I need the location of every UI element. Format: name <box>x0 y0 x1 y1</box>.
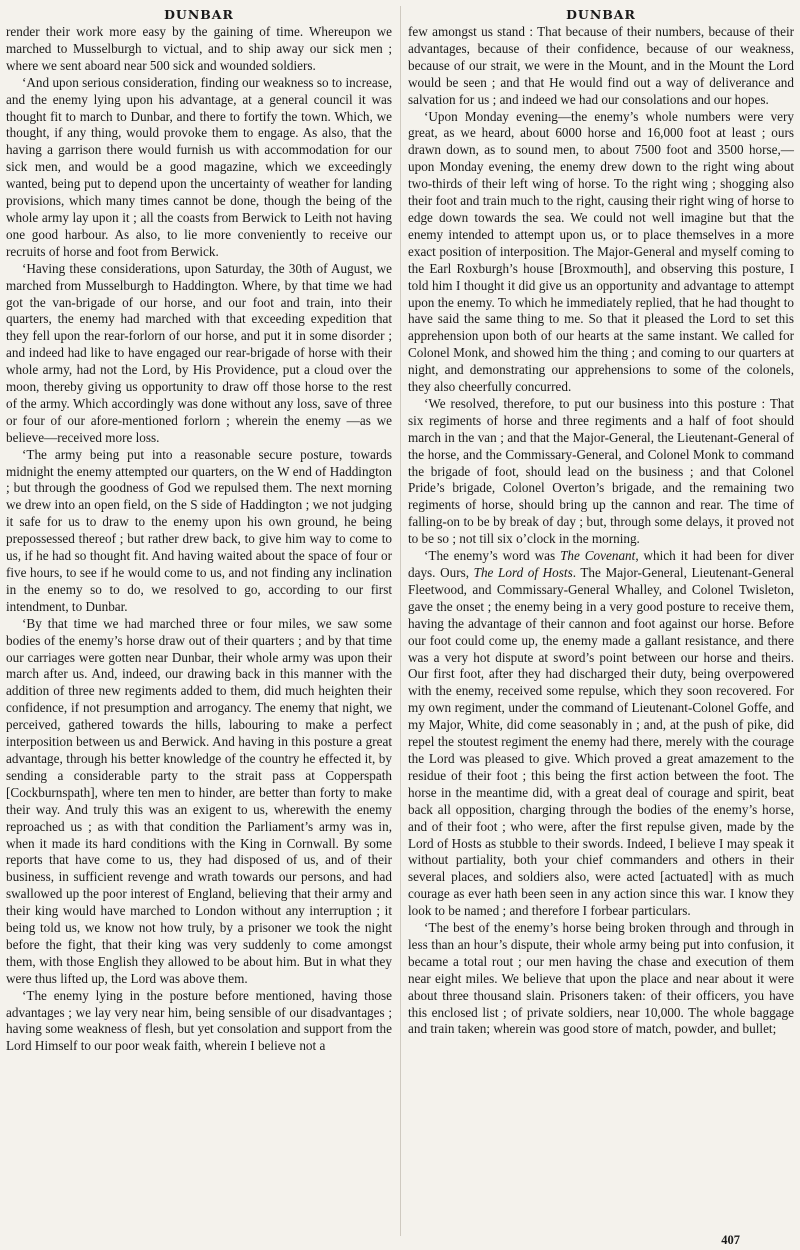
paragraph: ‘Upon Monday evening—the enemy’s whole numbers were very great, as we heard, about 6000 horse and 16,000 foot at least ; ours drawn down, as to sound men, to about 7500 foot and 3500 horse,—upon Monday evening, the enemy drew down to the right wing about two-thirds of their left wing of horse. To the right wing ; shogging also their foot and train much to the right, causing their right wing of horse to edge down towards the sea. We could not well imagine but that the enemy intended to attempt upon us, or to place themselves in a more exact position of interposition. The Major-General and myself coming to the Earl Roxburgh’s house [Broxmouth], and observing this posture, I told him I thought it did give us an opportunity and advantage to attempt upon the enemy. To which he immediately replied, that he had thought to have said the same thing to me. So that it pleased the Lord to set this apprehension upon both of our hearts at the same instant. We called for Colonel Monk, and showed him the thing ; and coming to our quarters at night, and demonstrating our apprehensions to some of the colonels, they also cheerfully concurred. <box>408 108 794 395</box>
paragraph: few amongst us stand : That because of their numbers, because of their advantages, because of their confidence, because of our weakness, because of our strait, we were in the Mount, and in the Mount the Lord would be seen ; and that He would find out a way of deliverance and salvation for us ; and indeed we had our consolations and our hopes. <box>408 24 794 107</box>
right-column <box>408 6 794 1038</box>
paragraph: render their work more easy by the gaining of time. Whereupon we marched to Musselburgh to victual, and to ship away our sick men ; where we sent aboard near 500 sick and wounded soldiers. <box>6 24 392 73</box>
left-column <box>6 6 392 1055</box>
watchword: The Lord of Hosts <box>473 565 573 580</box>
paragraph: ‘The best of the enemy’s horse being broken through and through in less than an hour’s dispute, their whole army being put into confusion, it became a total rout ; our men having the chase and execution of them near eight miles. We believe that upon the place and near about it were about three thousand slain. Prisoners taken: of their officers, you have this enclosed list ; of private soldiers, near 10,000. The whole baggage and train taken; wherein was good store of match, powder, and bullet; <box>408 920 794 1037</box>
paragraph: ‘And upon serious consideration, finding our weakness so to increase, and the enemy lying upon his advantage, at a general council it was thought fit to march to Dunbar, and there to fortify the town. Which, we thought, if any thing, would provoke them to engage. As also, that the having a garrison there would furnish us with accommodation for our sick men, and would be a good magazine, which we exceedingly wanted, being put to depend upon the uncertainty of weather for landing provisions, which many times cannot be done, though the being of the whole army lay upon it ; all the coasts from Berwick to Leith not having one good harbour. As also, to lie more conveniently to receive our recruits of horse and foot from Berwick. <box>6 74 392 259</box>
page-number: 407 <box>721 1233 740 1247</box>
paragraph: ‘We resolved, therefore, to put our business into this posture : That six regiments of horse and three regiments and a half of foot should march in the van ; and that the Major-General, the Lieutenant-General of the horse, and the Commissary-General, and Colonel Monk to command the brigade of foot, should lead on the business ; and that Colonel Pride’s brigade, Colonel Overton’s brigade, and the remaining two regiments of horse, should bring up the cannon and rear. The time of falling-on to be by break of day ; but, through some delays, it proved not to be so ; not till six o’clock in the morning. <box>408 395 794 547</box>
running-head-left: DUNBAR <box>164 7 234 22</box>
watchword: The Covenant <box>560 548 636 564</box>
paragraph: ‘By that time we had marched three or four miles, we saw some bodies of the enemy’s horse draw out of their quarters ; and by that time our carriages were gotten near Dunbar, their whole army was upon their march after us. And, indeed, our drawing back in this manner with the addition of three new regiments added to them, did much heighten their confidence, if not presumption and arrogancy. The enemy that night, we perceived, gathered towards the hills, labouring to make a perfect interposition between us and Berwick. And having in this posture a great advantage, through his better knowledge of the country he effected it, by sending a considerable party to the strait pass at Copperspath [Cockburnspath], where ten men to hinder, are better than forty to make their way. And truly this was an exigent to us, wherewith the enemy reproached us ; as with that condition the Parliament’s army was in, when it made its hard conditions with the King in Cornwall. By some reports that have come to us, they had disposed of us, and of their business, in sufficient revenge and wrath towards our persons, and had swallowed up the poor interest of England, believing that their army and their king would have marched to London without any interruption ; it being told us, we know not how truly, by a prisoner we took the night before the fight, that their king was very suddenly to come amongst them, with those English they allowed to be about him. But in what they were thus lifted up, the Lord was above them. <box>6 615 392 986</box>
running-head-right: DUNBAR <box>566 7 636 22</box>
right-column-text <box>408 24 794 1038</box>
paragraph: ‘Having these considerations, upon Saturday, the 30th of August, we marched from Musselburgh to Haddington. Where, by that time we had got the van-brigade of our horse, and our foot and train, into their quarters, the enemy had marched with that exceeding expedition that they fell upon the rear-forlorn of our horse, and put it in some disorder ; and indeed had like to have engaged our rear-brigade of horse with their whole army, had not the Lord, by His Providence, put a cloud over the moon, thereby giving us opportunity to draw off those horse to the rest of the army. Which accordingly was done without any loss, save of three or four of our afore-mentioned forlorn ; wherein the enemy —as we believe—received more loss. <box>6 260 392 445</box>
paragraph: ‘The enemy’s word was The Covenant, which it had been for diver days. Ours, The Lord of Hosts. The Major-General, Lieutenant-General Fleetwood, and Commissary-General Whalley, and Colonel Twisleton, gave the onset ; the enemy being in a very good posture to receive them, having the advantage of their cannon and foot against our horse. Before our foot could come up, the enemy made a gallant resistance, and there was a very hot dispute at sword’s point between our horse and theirs. Our first foot, after they had discharged their duty, being overpowered with the enemy, received some repulse, which they soon recovered. For my own regiment, under the command of Lieutenant-Colonel Goffe, and my Major, White, did come seasonably in ; and, at the push of pike, did repel the stoutest regiment the enemy had there, merely with the courage the Lord was pleased to give. Which proved a great amazement to the residue of their foot ; this being the first action between the foot. The horse in the meantime did, with a great deal of courage and spirit, beat back all opposition, charging through the bodies of the enemy’s horse, and of their foot ; who were, after the first repulse given, made by the Lord of Hosts as stubble to their swords. Indeed, I believe I may speak it without partiality, both your chief commanders and others in their several places, and soldiers also, were acted [actuated] with as much courage as ever hath been seen in any action since this war. I know they look to be named ; and therefore I forbear particulars. <box>408 548 795 919</box>
paragraph: ‘The enemy lying in the posture before mentioned, having those advantages ; we lay very near him, being sensible of our disadvantages ; having some weakness of flesh, but yet consolation and support from the Lord Himself to our poor weak faith, wherein I believe not a <box>6 987 392 1054</box>
left-column-text <box>6 24 392 1055</box>
column-divider <box>400 6 401 1236</box>
paragraph: ‘The army being put into a reasonable secure posture, towards midnight the enemy attempted our quarters, on the W end of Haddington ; but through the goodness of God we repulsed them. The next morning we drew into an open field, on the S side of Haddington ; we not judging it safe for us to draw to the enemy upon his own ground, he being prepossessed thereof ; but rather drew back, to give him way to come to us, if he had so thought fit. And having waited about the space of four or five hours, to see if he would come to us, and not finding any inclination in the enemy so to do, we resolved to go, according to our first intendment, to Dunbar. <box>6 446 392 614</box>
